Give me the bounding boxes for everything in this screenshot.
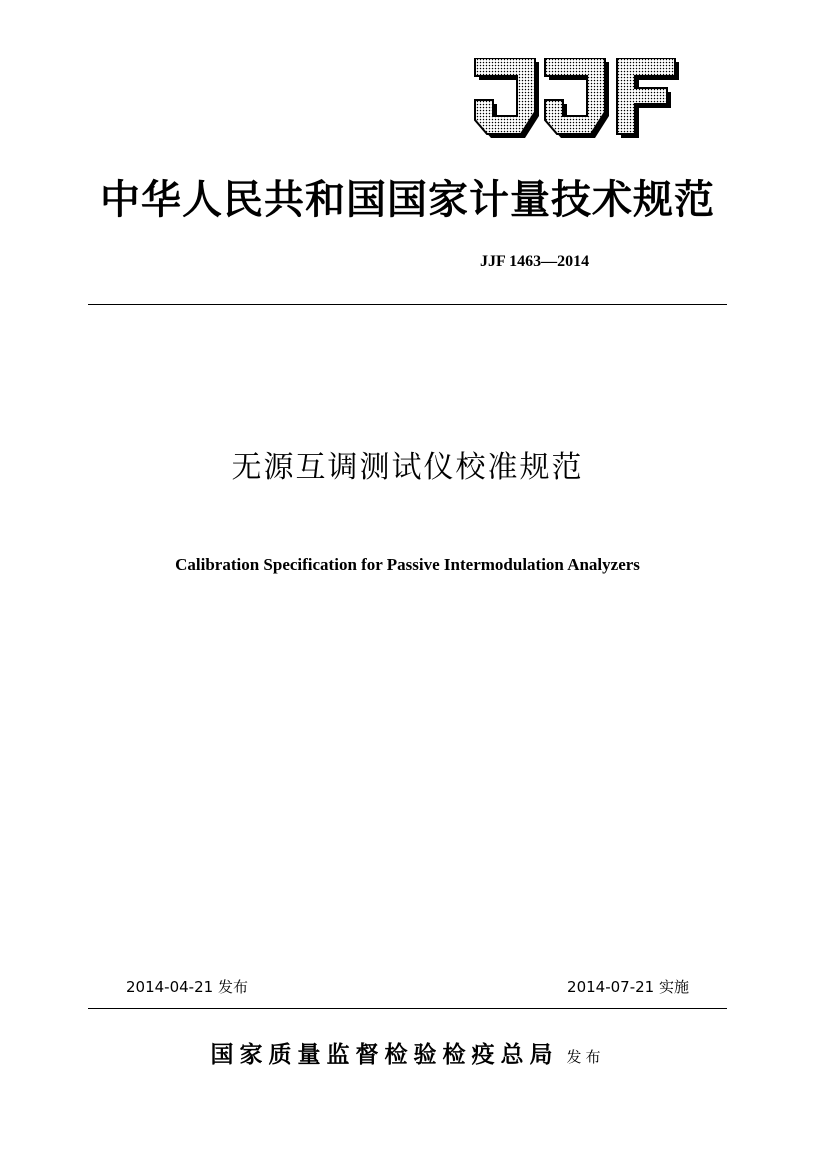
implementation-date: 2014-07-21 实施: [567, 978, 689, 996]
document-title-chinese: 无源互调测试仪校准规范: [231, 450, 584, 485]
document-classification-title: 中华人民共和国国家计量技术规范: [100, 177, 715, 223]
jjf-logo: [473, 58, 681, 142]
logo-letter-j-2: [545, 58, 609, 138]
logo-letter-j-1: [475, 58, 539, 138]
logo-letter-f: [617, 58, 679, 138]
jjf-logo-graphic: [473, 58, 681, 142]
issue-date: 2014-04-21 发布: [126, 978, 248, 996]
document-number: JJF 1463—2014: [480, 253, 590, 270]
document-title-english: Calibration Specification for Passive Intermodulation Analyzers: [175, 555, 640, 574]
top-divider: [88, 304, 727, 305]
publisher-suffix: 发布: [566, 1048, 605, 1066]
bottom-divider: [88, 1008, 727, 1009]
publisher-line: [0, 1038, 815, 1074]
publisher-name: 国家质量监督检验检疫总局: [210, 1041, 559, 1068]
